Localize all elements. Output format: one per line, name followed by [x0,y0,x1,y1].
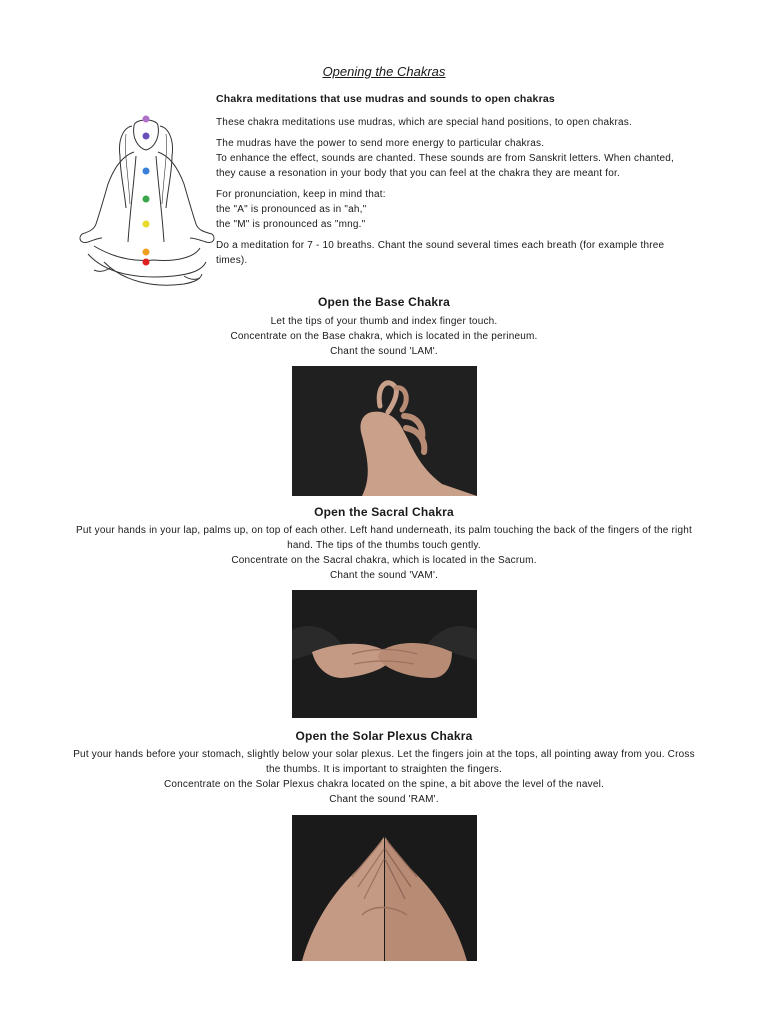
intro-paragraph: The mudras have the power to send more energy to particular chakras. To enhance the effect, sounds are chanted. These sounds are from Sanskrit letters. When chanted, they cause a resonation in your body that you can feel at the chakra they are meant for. [216,138,674,179]
meditating-figure-icon [74,112,218,292]
intro-text [216,92,696,274]
intro-paragraph: Do a meditation for 7 - 10 breaths. Chant the sound several times each breath (for example three times). [216,240,665,266]
intro-lead: Chakra meditations that use mudras and sounds to open chakras [216,93,555,105]
section-title-solar-plexus: Open the Solar Plexus Chakra [295,729,473,743]
section-text-base: Let the tips of your thumb and index finger touch. Concentrate on the Base chakra, which is located in the perineum. Chant the sound 'LAM'. [230,316,538,357]
page-title: Opening the Chakras [322,64,446,79]
section-text-sacral: Put your hands in your lap, palms up, on top of each other. Left hand underneath, its palm touching the back of the fingers of the right hand. The tips of the thumbs touch gently. Concentrate on the Sacral chakra, which is located in the Sacrum. Chant the sound 'VAM'. [76,525,692,581]
intro-paragraph: These chakra meditations use mudras, which are special hand positions, to open chakras. [216,117,632,128]
intro-paragraph: For pronunciation, keep in mind that: the "A" is pronounced as in "ah," the "M" is pronounced as "mng." [216,189,386,230]
chakra-dots [143,116,150,266]
base-chakra-hand-photo [292,366,477,496]
section-title-sacral: Open the Sacral Chakra [314,505,454,519]
sacral-chakra-hands-photo [292,590,477,718]
section-text-solar-plexus: Put your hands before your stomach, slightly below your solar plexus. Let the fingers join at the tops, all pointing away from you. Cross the thumbs. It is important to straighten the fingers. Concentrate on the Solar Plexus chakra located on the spine, a bit above the level of the navel. Chant the sound 'RAM'. [73,749,695,805]
solar-plexus-chakra-hands-photo [292,815,477,961]
section-title-base: Open the Base Chakra [317,295,451,309]
